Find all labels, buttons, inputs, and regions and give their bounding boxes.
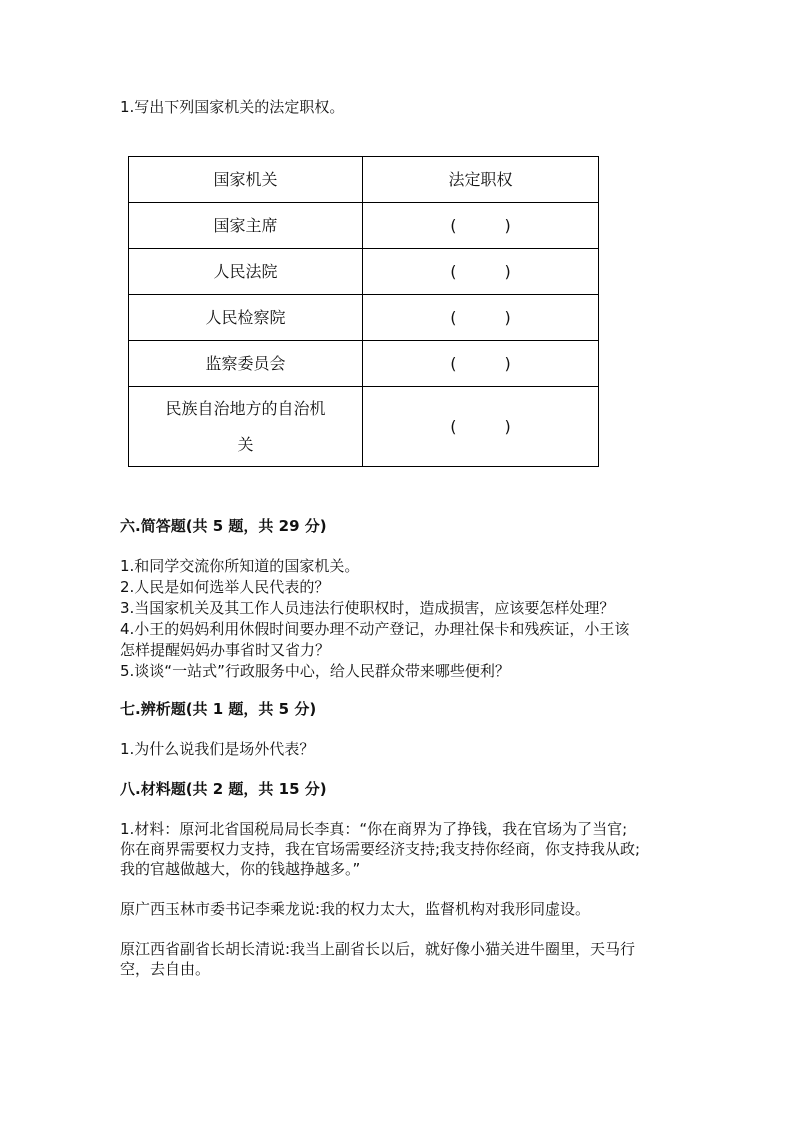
list-item: 1.和同学交流你所知道的国家机关。 bbox=[120, 557, 360, 575]
organ-cell: 监察委员会 bbox=[129, 341, 363, 387]
organ-cell: 人民检察院 bbox=[129, 295, 363, 341]
table-row bbox=[129, 387, 599, 467]
material-line: 原江西省副省长胡长清说:我当上副省长以后，就好像小猫关进牛圈里，天马行 bbox=[120, 940, 636, 958]
list-item: 5.谈谈“一站式”行政服务中心，给人民群众带来哪些便利？ bbox=[120, 662, 510, 680]
answer-blank[interactable]: ( ) bbox=[363, 203, 599, 249]
answer-blank[interactable]: ( ) bbox=[363, 249, 599, 295]
material-line: 空，去自由。 bbox=[120, 960, 211, 978]
section-6-title: 六.简答题(共 5 题，共 29 分) bbox=[120, 517, 327, 535]
table-row bbox=[129, 203, 599, 249]
header-organ: 国家机关 bbox=[129, 157, 363, 203]
list-item: 2.人民是如何选举人民代表的？ bbox=[120, 578, 330, 596]
material-line: 原广西玉林市委书记李乘龙说:我的权力太大，监督机构对我形同虚设。 bbox=[120, 900, 591, 918]
table-row bbox=[129, 295, 599, 341]
answer-blank[interactable]: ( ) bbox=[363, 387, 599, 467]
list-item: 3.当国家机关及其工作人员违法行使职权时，造成损害，应该要怎样处理？ bbox=[120, 599, 615, 617]
list-item: 1.为什么说我们是场外代表？ bbox=[120, 740, 315, 758]
material-line: 我的官越做越大，你的钱越挣越多。” bbox=[120, 860, 361, 878]
material-line: 你在商界需要权力支持，我在官场需要经济支持;我支持你经商，你支持我从政; bbox=[120, 840, 641, 858]
table-header-row bbox=[129, 157, 599, 203]
section-8-title: 八.材料题(共 2 题，共 15 分) bbox=[120, 780, 327, 798]
table-row bbox=[129, 249, 599, 295]
table-row bbox=[129, 341, 599, 387]
material-line: 1.材料：原河北省国税局局长李真：“你在商界为了挣钱，我在官场为了当官; bbox=[120, 820, 628, 838]
list-item: 4.小王的妈妈利用休假时间要办理不动产登记，办理社保卡和残疾证，小王该 bbox=[120, 620, 630, 638]
header-duty: 法定职权 bbox=[363, 157, 599, 203]
list-item: 怎样提醒妈妈办事省时又省力？ bbox=[120, 641, 331, 659]
organ-cell: 国家主席 bbox=[129, 203, 363, 249]
answer-blank[interactable]: ( ) bbox=[363, 295, 599, 341]
section-7-title: 七.辨析题(共 1 题，共 5 分) bbox=[120, 700, 317, 718]
answer-blank[interactable]: ( ) bbox=[363, 341, 599, 387]
organ-line-2: 关 bbox=[237, 434, 254, 454]
organ-line-1: 民族自治地方的自治机 bbox=[165, 398, 326, 418]
organ-cell bbox=[129, 387, 363, 467]
question-1-prompt: 1.写出下列国家机关的法定职权。 bbox=[120, 98, 345, 116]
organ-cell: 人民法院 bbox=[129, 249, 363, 295]
state-organs-table bbox=[128, 156, 599, 467]
